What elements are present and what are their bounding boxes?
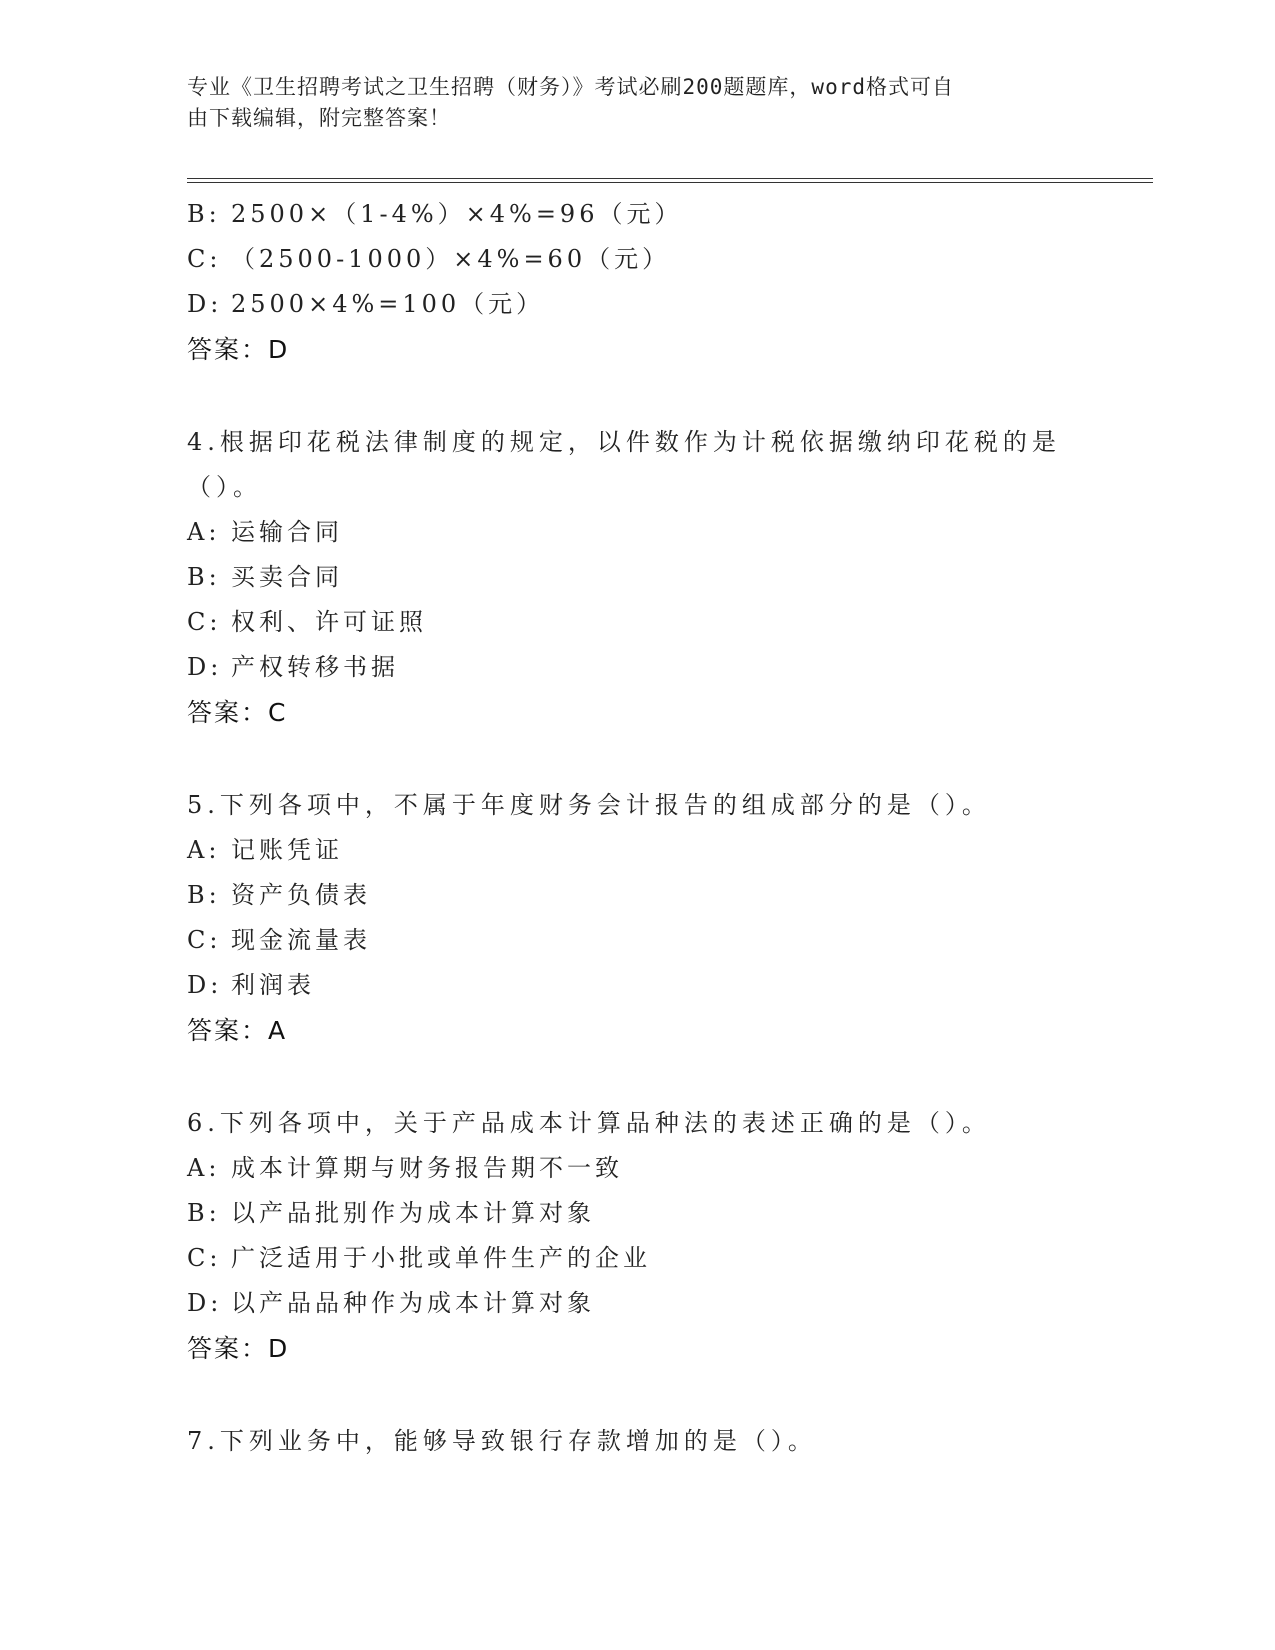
option-key: C: xyxy=(187,608,222,636)
spacer xyxy=(187,1371,1087,1419)
option-text: 资产负债表 xyxy=(231,881,371,909)
spacer xyxy=(187,735,1087,783)
option-text: 成本计算期与财务报告期不一致 xyxy=(231,1154,623,1182)
header-line-1: 专业《卫生招聘考试之卫生招聘（财务）》考试必刷200题题库，word格式可自 xyxy=(187,75,954,99)
option-text: 2500×4%=100（元） xyxy=(231,290,545,318)
option-key: C: xyxy=(187,245,222,273)
option-text: 利润表 xyxy=(231,971,315,999)
option-key: D: xyxy=(187,653,223,681)
answer-line: 答案：D xyxy=(187,1334,290,1363)
option-text: 买卖合同 xyxy=(231,563,343,591)
option-text: 产权转移书据 xyxy=(231,653,399,681)
option-b xyxy=(187,192,1087,237)
question-list xyxy=(187,192,1087,1464)
option-text: 广泛适用于小批或单件生产的企业 xyxy=(231,1244,651,1272)
question-3-block xyxy=(187,192,1087,372)
option-b xyxy=(187,1191,1087,1236)
answer-line: 答案：D xyxy=(187,335,290,364)
option-text: 以产品批别作为成本计算对象 xyxy=(231,1199,595,1227)
option-text: 权利、许可证照 xyxy=(231,608,427,636)
question-5-block xyxy=(187,783,1087,1053)
option-key: C: xyxy=(187,1244,222,1272)
option-d xyxy=(187,963,1087,1008)
option-d xyxy=(187,282,1087,327)
question-text-continued: （）。 xyxy=(187,473,262,501)
option-key: C: xyxy=(187,926,222,954)
option-key: A: xyxy=(187,1154,221,1182)
header-rule-top xyxy=(187,178,1153,179)
option-key: D: xyxy=(187,971,223,999)
option-key: A: xyxy=(187,836,221,864)
option-text: （2500-1000）×4%=60（元） xyxy=(231,245,671,273)
question-text: 6.下列各项中，关于产品成本计算品种法的表述正确的是（）。 xyxy=(187,1109,991,1137)
option-text: 2500×（1-4%）×4%=96（元） xyxy=(231,200,683,228)
option-b xyxy=(187,873,1087,918)
option-d xyxy=(187,645,1087,690)
answer-line: 答案：C xyxy=(187,698,288,727)
option-text: 运输合同 xyxy=(231,518,343,546)
option-c xyxy=(187,237,1087,282)
option-key: D: xyxy=(187,290,223,318)
question-7-block xyxy=(187,1419,1087,1464)
option-text: 记账凭证 xyxy=(231,836,343,864)
question-6-block xyxy=(187,1101,1087,1371)
option-a xyxy=(187,1146,1087,1191)
document-header xyxy=(187,72,1067,134)
question-text: 7.下列业务中，能够导致银行存款增加的是（）。 xyxy=(187,1427,817,1455)
spacer xyxy=(187,1053,1087,1101)
spacer xyxy=(187,372,1087,420)
option-key: B: xyxy=(187,563,221,591)
option-text: 现金流量表 xyxy=(231,926,371,954)
header-rule-bottom xyxy=(187,182,1153,183)
option-key: B: xyxy=(187,200,221,228)
option-key: A: xyxy=(187,518,221,546)
header-line-2: 由下载编辑，附完整答案！ xyxy=(187,106,451,130)
answer-line: 答案：A xyxy=(187,1016,288,1045)
option-d xyxy=(187,1281,1087,1326)
option-key: B: xyxy=(187,1199,221,1227)
option-c xyxy=(187,600,1087,645)
option-a xyxy=(187,828,1087,873)
option-c xyxy=(187,918,1087,963)
option-text: 以产品品种作为成本计算对象 xyxy=(231,1289,595,1317)
option-b xyxy=(187,555,1087,600)
question-text: 5.下列各项中，不属于年度财务会计报告的组成部分的是（）。 xyxy=(187,791,991,819)
question-text: 4.根据印花税法律制度的规定，以件数作为计税依据缴纳印花税的是 xyxy=(187,428,1061,456)
question-4-block xyxy=(187,420,1087,735)
option-key: D: xyxy=(187,1289,223,1317)
option-c xyxy=(187,1236,1087,1281)
option-key: B: xyxy=(187,881,221,909)
option-a xyxy=(187,510,1087,555)
